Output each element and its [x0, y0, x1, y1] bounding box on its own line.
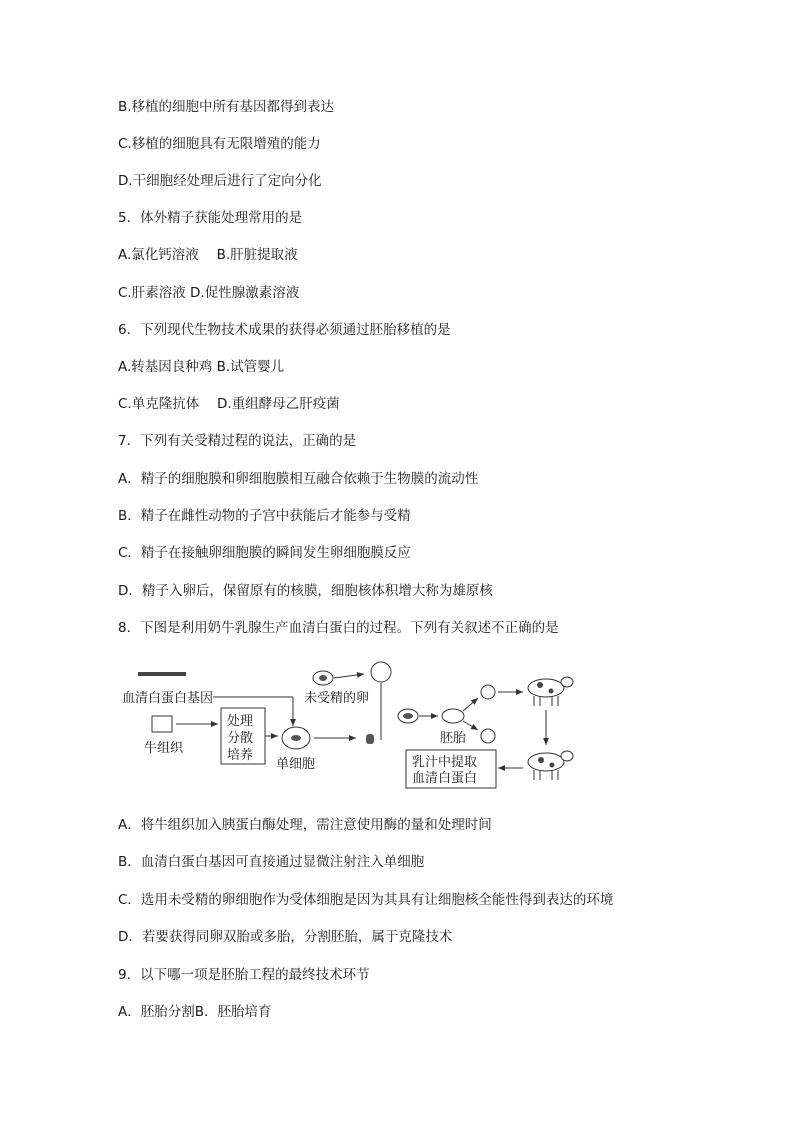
egg-nucleus: [319, 675, 327, 681]
question-9: 9．以下哪一项是胚胎工程的最终技术环节: [118, 967, 370, 983]
question-7: 7．下列有关受精过程的说法，正确的是: [118, 433, 357, 449]
egg-label: 未受精的卵: [304, 691, 370, 706]
option-b-line: B.移植的细胞中所有基因都得到表达: [118, 99, 335, 115]
process-label-2: 分散: [227, 731, 254, 746]
extract-label-1: 乳汁中提取: [412, 755, 478, 770]
q7-option-a: A．精子的细胞膜和卵细胞膜相互融合依赖于生物膜的流动性: [118, 471, 479, 487]
tissue-label: 牛组织: [144, 741, 184, 756]
egg-arrow: [334, 674, 364, 678]
question-8: 8．下图是利用奶牛乳腺生产血清白蛋白的过程。下列有关叙述不正确的是: [118, 620, 559, 636]
q8-option-b: B．血清白蛋白基因可直接通过显微注射注入单细胞: [118, 854, 425, 870]
embryo-bottom: [481, 729, 495, 743]
early-embryo: [442, 709, 464, 723]
option-d-line: D.干细胞经处理后进行了定向分化: [118, 173, 322, 189]
q8-option-d: D．若要获得同卵双胎或多胎，分割胚胎，属于克隆技术: [118, 929, 453, 945]
q7-option-b: B．精子在雌性动物的子宫中获能后才能参与受精: [118, 508, 411, 524]
extract-label-2: 血清白蛋白: [412, 771, 478, 786]
cow-icon-bottom: [528, 751, 573, 780]
enucleated-egg: [371, 662, 391, 682]
q7-option-c: C．精子在接触卵细胞膜的瞬间发生卵细胞膜反应: [118, 545, 411, 561]
fused-cell-nucleus: [403, 713, 413, 719]
milk-albumin-process-diagram: [118, 650, 578, 795]
single-cell-label: 单细胞: [276, 757, 316, 772]
q9-options-ab: A．胚胎分割B．胚胎培育: [118, 1004, 272, 1020]
tissue-square: [152, 716, 172, 732]
embryo-arrow-down: [463, 721, 478, 730]
q5-options-ab: A.氯化钙溶液 B.肝脏提取液: [118, 247, 298, 263]
process-label-1: 处理: [227, 714, 254, 729]
cow-icon-top: [528, 677, 573, 706]
q6-options-ab: A.转基因良种鸡 B.试管婴儿: [118, 359, 285, 375]
option-c-line: C.移植的细胞具有无限增殖的能力: [118, 136, 321, 152]
q8-option-c: C．选用未受精的卵细胞作为受体细胞是因为其具有让细胞核全能性得到表达的环境: [118, 892, 614, 908]
gene-bar: [138, 672, 186, 676]
embryo-label: 胚胎: [440, 731, 467, 746]
single-cell-nucleus: [291, 735, 301, 741]
embryo-top: [481, 685, 495, 699]
q6-options-cd: C.单克隆抗体 D.重组酵母乙肝疫菌: [118, 396, 340, 412]
nucleus-fragment: [366, 734, 374, 744]
embryo-arrow-up: [463, 698, 478, 711]
gene-label: 血清白蛋白基因: [122, 691, 214, 706]
q7-option-d: D．精子入卵后，保留原有的核膜，细胞核体积增大称为雄原核: [118, 583, 493, 599]
question-5: 5．体外精子获能处理常用的是: [118, 210, 303, 226]
process-label-3: 培养: [227, 748, 254, 763]
q8-option-a: A．将牛组织加入胰蛋白酶处理，需注意使用酶的量和处理时间: [118, 817, 492, 833]
question-6: 6．下列现代生物技术成果的获得必须通过胚胎移植的是: [118, 322, 451, 338]
q5-options-cd: C.肝素溶液 D.促性腺激素溶液: [118, 285, 300, 301]
